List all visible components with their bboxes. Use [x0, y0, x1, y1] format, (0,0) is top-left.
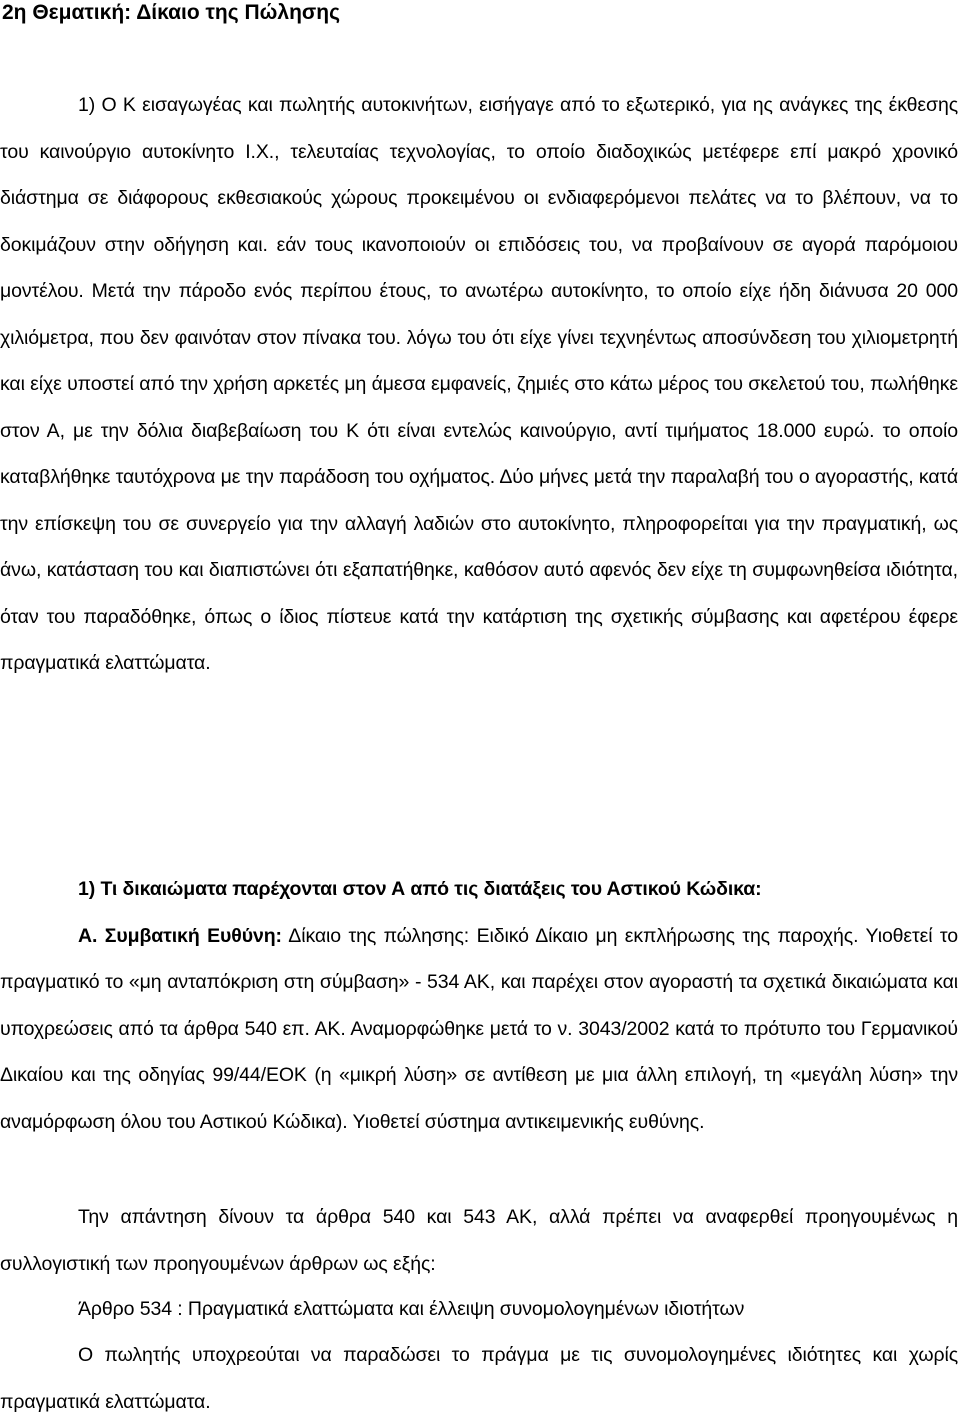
case-paragraph: 1) Ο Κ εισαγωγέας και πωλητής αυτοκινήτων, εισήγαγε από το εξωτερικό, για ης ανάγκες της έκθεσης του καινούργιο αυτοκίνητο Ι.Χ., τελευταίας τεχνολογίας, το οποίο διαδοχικώς μετέφερε επί μακρό χρονικό διάστημα σε διάφορους εκθεσιακούς χώρους προκειμένου οι ενδιαφερόμενοι πελάτες να το βλέπουν, να το δοκιμάζουν στην οδήγηση και. εάν τους ικανοποιούν οι επιδόσεις του, να προβαίνουν σε αγορά παρόμοιου μοντέλου. Μετά την πάροδο ενός περίπου έτους, το ανωτέρω αυτοκίνητο, το οποίο είχε ήδη διάνυσα 20 000 χιλιόμετρα, που δεν φαινόταν στον πίνακα του. λόγω του ότι είχε γίνει τεχνηέντως αποσύνδεση του χιλιομετρητή και είχε υποστεί από την χρήση αρκετές μη άμεσα εμφανείς, ζημιές στο κάτω μέρος του σκελετού του, πωλήθηκε στον Α, με την δόλια διαβεβαίωση του Κ ότι είναι εντελώς καινούργιο, αντί τιμήματος 18.000 ευρώ. το οποίο καταβλήθηκε ταυτόχρονα με την παράδοση του οχήματος. Δύο μήνες μετά την παραλαβή του ο αγοραστής, κατά την επίσκεψη του σε συνεργείο για την αλλαγή λαδιών στο αυτοκίνητο, πληροφορείται για την πραγματική, ως άνω, κατάσταση του και διαπιστώνει ότι εξαπατήθηκε, καθόσον αυτό αφενός δεν είχε τη συμφωνηθείσα ιδιότητα, όταν του παραδόθηκε, όπως ο ίδιος πίστευε κατά την κατάρτιση της σχετικής σύμβασης και αφετέρου έφερε πραγματικά ελαττώματα. — [0, 94, 958, 674]
answer-section — [0, 866, 958, 1145]
answer-paragraph — [0, 913, 958, 1146]
article-534-text: Ο πωλητής υποχρεούται να παραδώσει το πράγμα με τις συνομολογημένες ιδιότητες και χωρίς πραγματικά ελαττώματα. — [0, 1344, 958, 1413]
answer-text: Δίκαιο της πώλησης: Ειδικό Δίκαιο μη εκπλήρωσης της παροχής. Υιοθετεί το πραγματικό το «μη ανταπόκριση στη σύμβαση» - 534 ΑΚ, και παρέχει στον αγοραστή τα σχετικά δικαιώματα και υποχρεώσεις από τα άρθρα 540 επ. ΑΚ. Αναμορφώθηκε μετά το ν. 3043/2002 κατά το πρότυπο του Γερμανικού Δικαίου και της οδηγίας 99/44/ΕΟΚ (η «μικρή λύση» σε αντίθεση με μια άλλη επιλογή, τη «μεγάλη λύση» την αναμόρφωση όλου του Αστικού Κώδικα). Υιοθετεί σύστημα αντικειμενικής ευθύνης. — [0, 924, 958, 1133]
answer-label: Α. Συμβατική Ευθύνη: — [78, 924, 282, 947]
question-heading: 1) Τι δικαιώματα παρέχονται στον Α από τις διατάξεις του Αστικού Κώδικα: — [78, 878, 762, 900]
articles-paragraph: Την απάντηση δίνουν τα άρθρα 540 και 543 ΑΚ, αλλά πρέπει να αναφερθεί προηγουμένως η συλλογιστική των προηγουμένων άρθρων ως εξής: — [0, 1206, 958, 1275]
page-title: 2η Θεματική: Δίκαιο της Πώλησης — [2, 1, 341, 24]
article-534-title: Άρθρο 534 : Πραγματικά ελαττώματα και έλλειψη συνομολογημένων ιδιοτήτων — [78, 1298, 745, 1320]
